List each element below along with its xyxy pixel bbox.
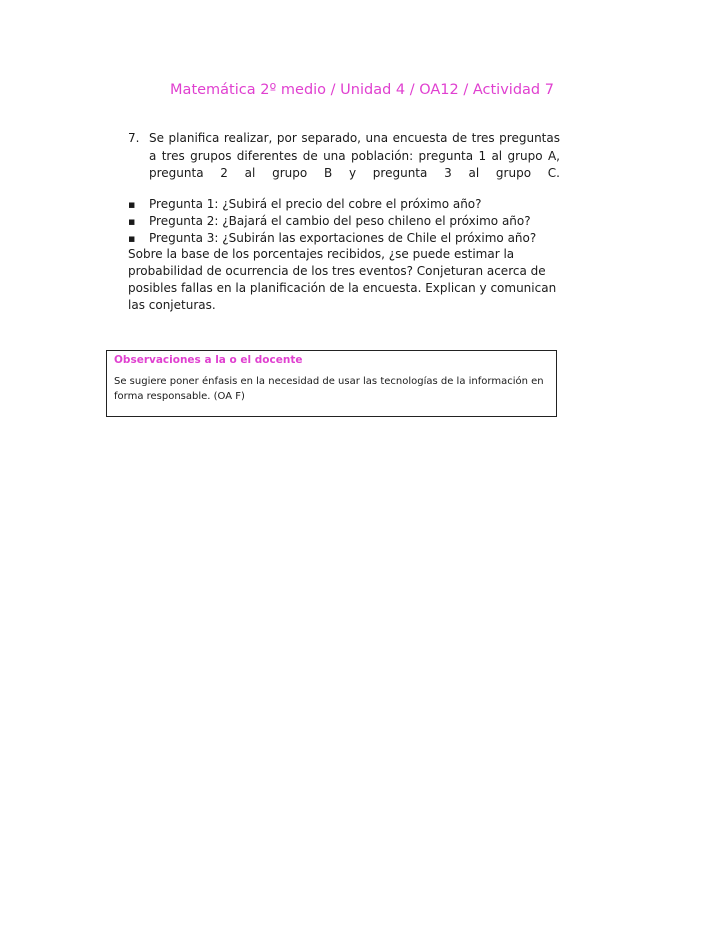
question-text: Se planifica realizar, por separado, una encuesta de tres preguntas a tres grupos diferentes de una población: pregunta 1 al grupo A, pregunta 2 al grupo B y pregunta 3 al grupo C. <box>149 131 560 180</box>
observations-box <box>106 350 557 417</box>
question-list <box>128 196 568 247</box>
instruction-paragraph: Sobre la base de los porcentajes recibidos, ¿se puede estimar la probabilidad de ocurrencia de los tres eventos? Conjeturan acerca de posibles fallas en la planificación de la encuesta. Explican y comunican las conjeturas. <box>128 247 557 312</box>
question-number: 7. <box>128 131 140 145</box>
question-7 <box>128 130 560 183</box>
observations-text: Se sugiere poner énfasis en la necesidad de usar las tecnologías de la información en forma responsable. (OA F) <box>114 376 544 402</box>
list-item: ▪ Pregunta 3: ¿Subirán las exportaciones de Chile el próximo año? <box>128 230 568 247</box>
observations-title: Observaciones a la o el docente <box>114 354 303 366</box>
list-item: ▪ Pregunta 2: ¿Bajará el cambio del peso chileno el próximo año? <box>128 213 568 230</box>
page-header-title: Matemática 2º medio / Unidad 4 / OA12 / Actividad 7 <box>170 82 554 98</box>
list-item: ▪ Pregunta 1: ¿Subirá el precio del cobre el próximo año? <box>128 196 568 213</box>
